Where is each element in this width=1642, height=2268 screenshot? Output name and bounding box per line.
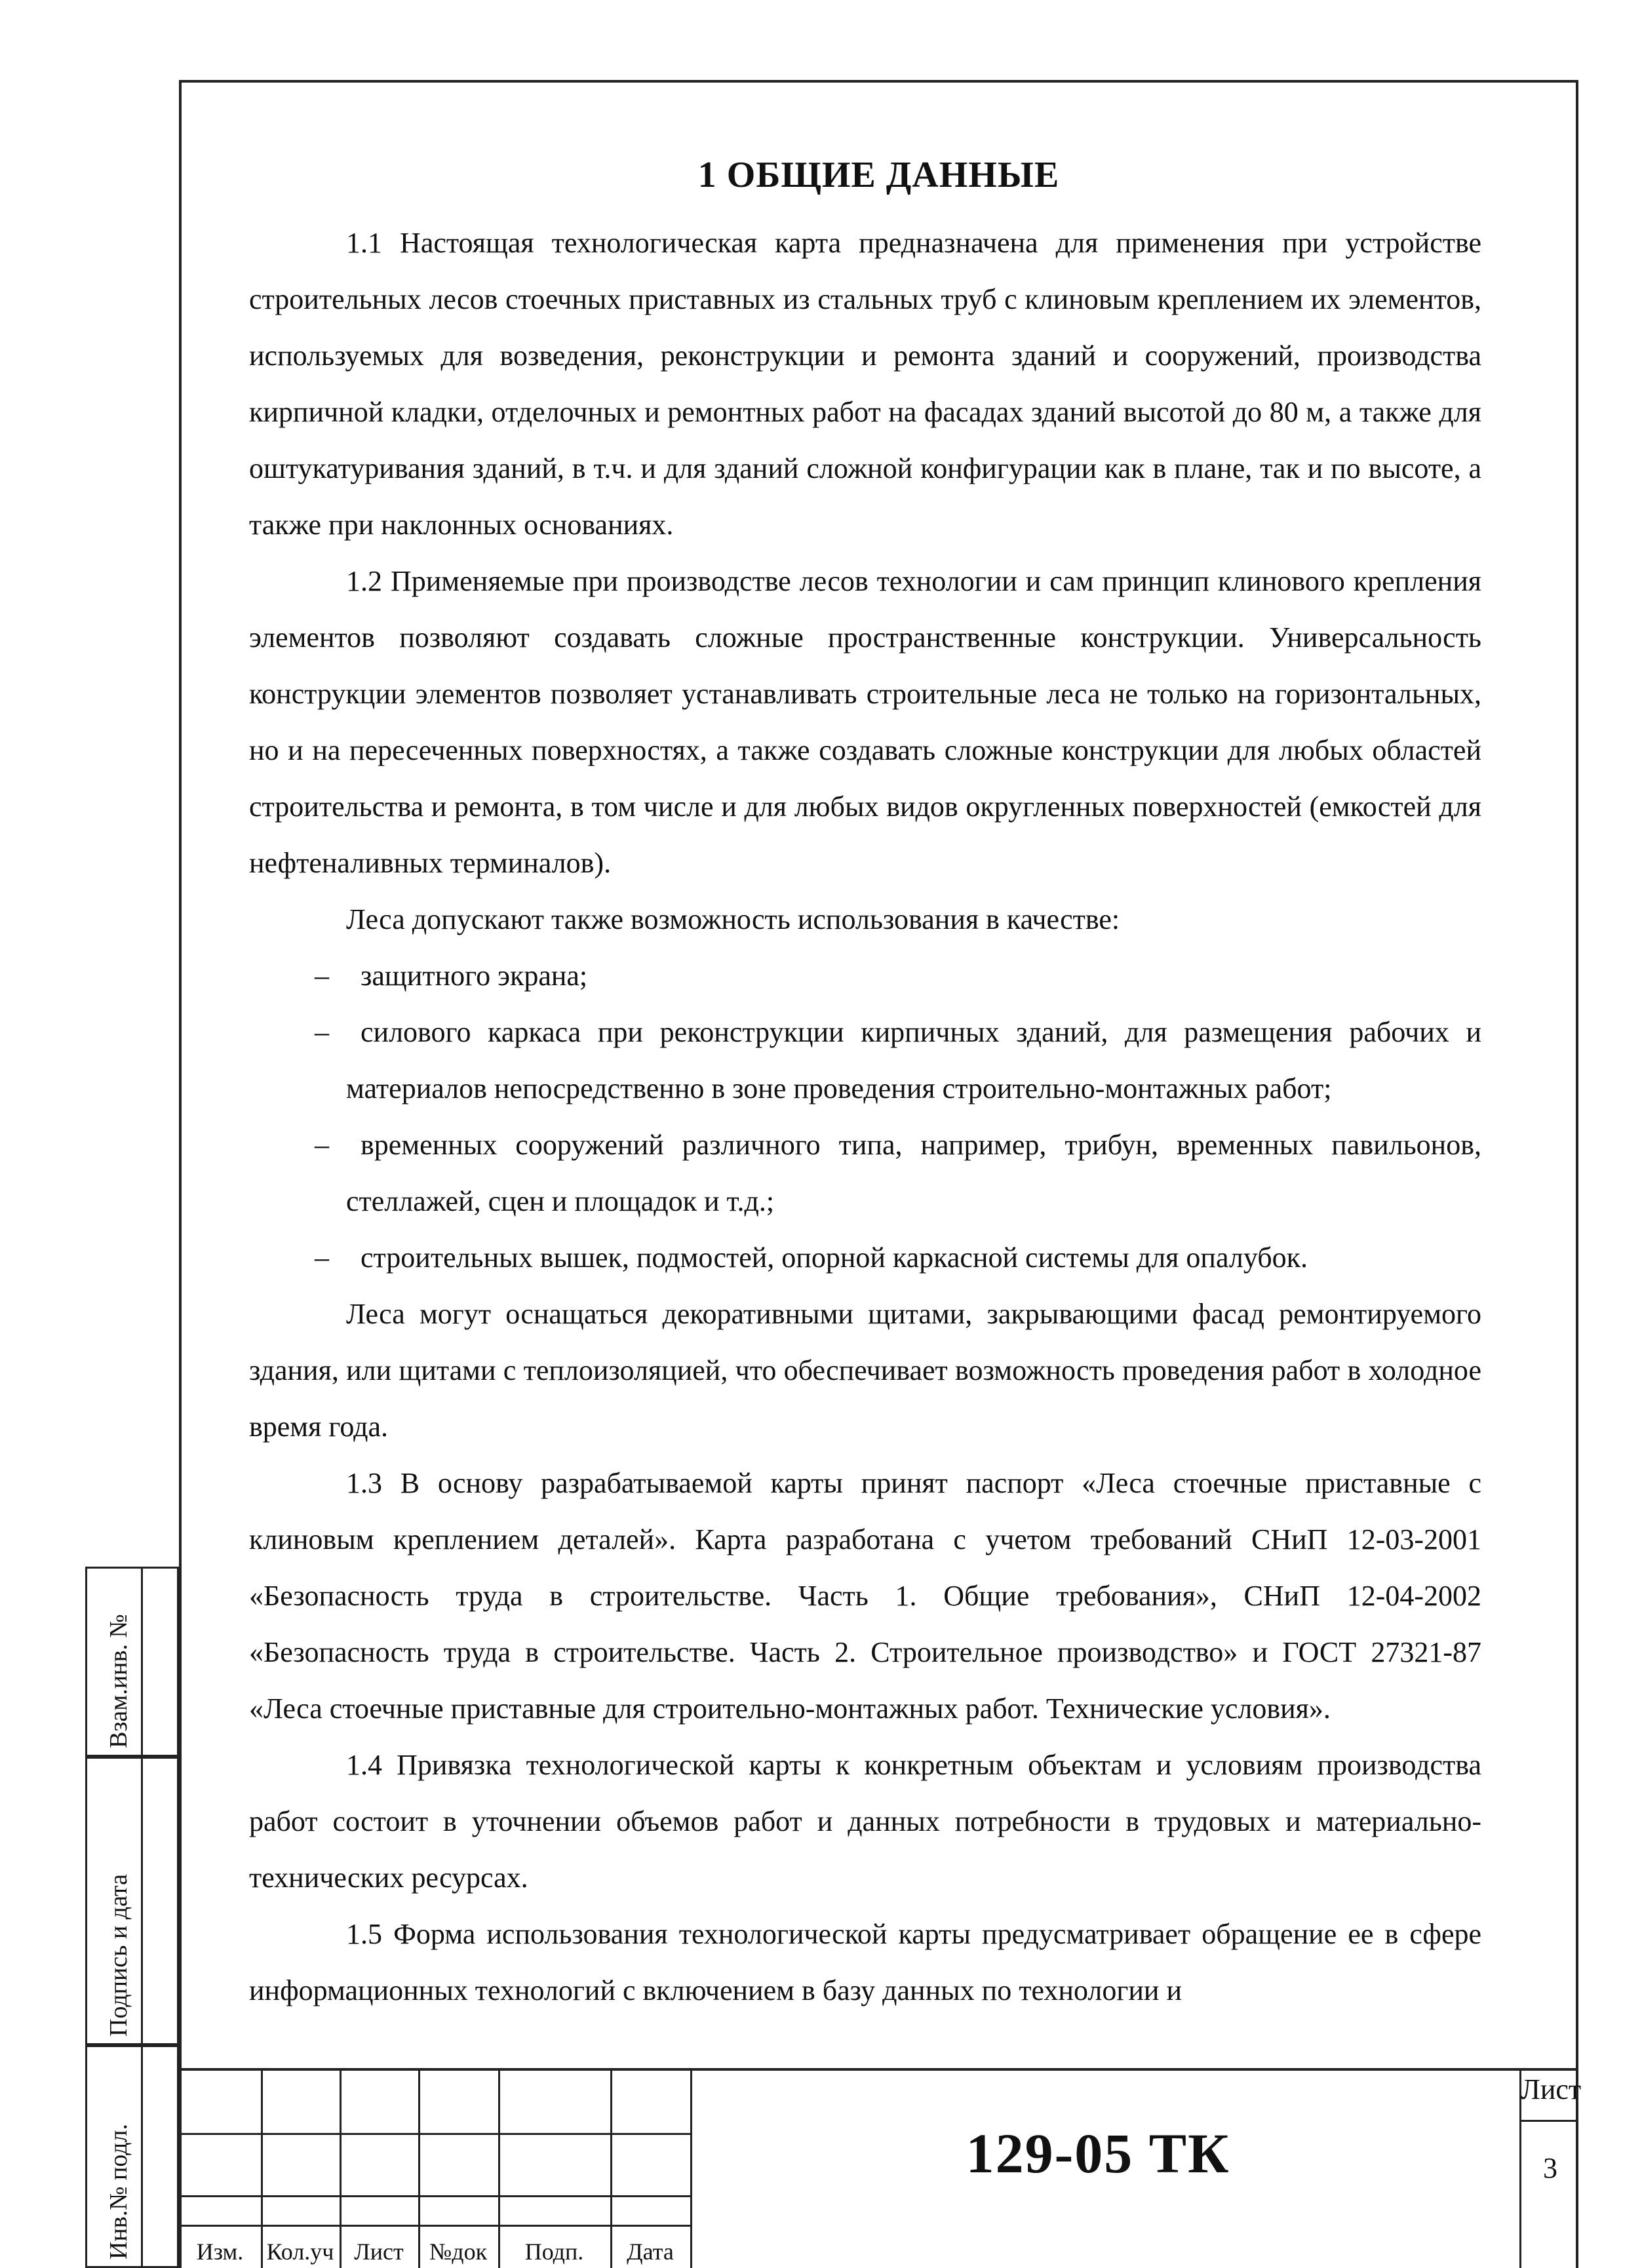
stamp-inv-original [85,2045,179,2268]
title-block-rule [179,2133,690,2135]
list-item [249,1004,1481,1117]
document-body [249,215,1481,2019]
section-heading: 1 ОБЩИЕ ДАННЫЕ [697,155,1060,195]
caption-podp: Подп. [524,2239,584,2265]
list-item-text: строительных вышек, подмостей, опорной каркасной системы для опалубок. [361,1242,1308,1274]
list-item-text: временных сооружений различного типа, например, трибун, временных павильонов, стеллажей, сцен и площадок и т.д.; [346,1129,1481,1217]
paragraph: Леса допускают также возможность использования в качестве: [346,903,1120,935]
caption-list: Лист [354,2239,404,2265]
list-item-text: силового каркаса при реконструкции кирпичных зданий, для размещения рабочих и материалов непосредственно в зоне проведения строительно-монтажных работ; [346,1016,1481,1105]
list-item-text: защитного экрана; [361,960,588,992]
paragraph: Леса могут оснащаться декоративными щитами, закрывающими фасад ремонтируемого здания, или щитами с теплоизоляцией, что обеспечивает возможность проведения работ в холодное время года. [249,1298,1481,1443]
stamp-inv-original-label: Инв.№ подл. [105,2123,132,2259]
paragraph: 1.3 В основу разрабатываемой карты принят паспорт «Леса стоечные приставные с клиновым креплением деталей». Карта разработана с учетом требований СНиП 12-03-2001 «Безопасность труда в строительстве. Часть 1. Общие требования», СНиП 12-04-2002 «Безопасность труда в строительстве. Часть 2. Строительное производство» и ГОСТ 27321-87 «Леса стоечные приставные для строительно-монтажных работ. Технические условия». [249,1467,1481,1725]
caption-ndok: №док [429,2239,488,2265]
sheet-label: Лист [1521,2073,1582,2105]
list-dash: – [315,1129,329,1161]
paragraph: 1.4 Привязка технологической карты к конкретным объектам и условиям производства работ состоит в уточнении объемов работ и данных потребности в трудовых и материально-технических ресурсах. [249,1749,1481,1894]
list-item [249,948,1481,1004]
list-item [249,1117,1481,1230]
paragraph: 1.5 Форма использования технологической карты предусматривает обращение ее в сфере информационных технологий с включением в базу данных по технологии и [249,1918,1481,2006]
list-dash: – [315,1016,329,1048]
caption-kol-uch: Кол.уч [266,2239,334,2265]
title-block-rule [179,2225,690,2227]
paragraph: 1.1 Настоящая технологическая карта предназначена для применения при устройстве строительных лесов стоечных приставных из стальных труб с клиновым креплением их элементов, используемых для возведения, реконструкции и ремонта зданий и сооружений, производства кирпичной кладки, отделочных и ремонтных работ на фасадах зданий высотой до 80 м, а также для оштукатуривания зданий, в т.ч. и для зданий сложной конфигурации как в плане, так и по высоте, а также при наклонных основаниях. [249,227,1481,541]
paragraph: 1.2 Применяемые при производстве лесов технологии и сам принцип клинового крепления элементов позволяют создавать сложные пространственные конструкции. Универсальность конструкции элементов позволяет устанавливать строительные леса не только на горизонтальных, но и на пересеченных поверхностях, а также создавать сложные конструкции для любых областей строительства и ремонта, в том числе и для любых видов округленных поверхностей (емкостей для нефтеналивных терминалов). [249,565,1481,879]
list-dash: – [315,960,329,992]
sheet-cell-rule [1519,2120,1578,2122]
document-code: 129-05 ТК [966,2122,1230,2185]
list-dash: – [315,1242,329,1274]
stamp-signature-date [85,1757,179,2045]
stamp-signature-date-label: Подпись и дата [105,1873,132,2037]
caption-izm: Изм. [196,2239,244,2265]
list-item [249,1230,1481,1286]
stamp-vzam-inv-label: Взам.инв. № [105,1614,132,1748]
title-block-rule [179,2195,690,2197]
sheet-number: 3 [1543,2152,1557,2184]
stamp-vzam-inv [85,1567,179,1757]
caption-data: Дата [627,2239,674,2265]
